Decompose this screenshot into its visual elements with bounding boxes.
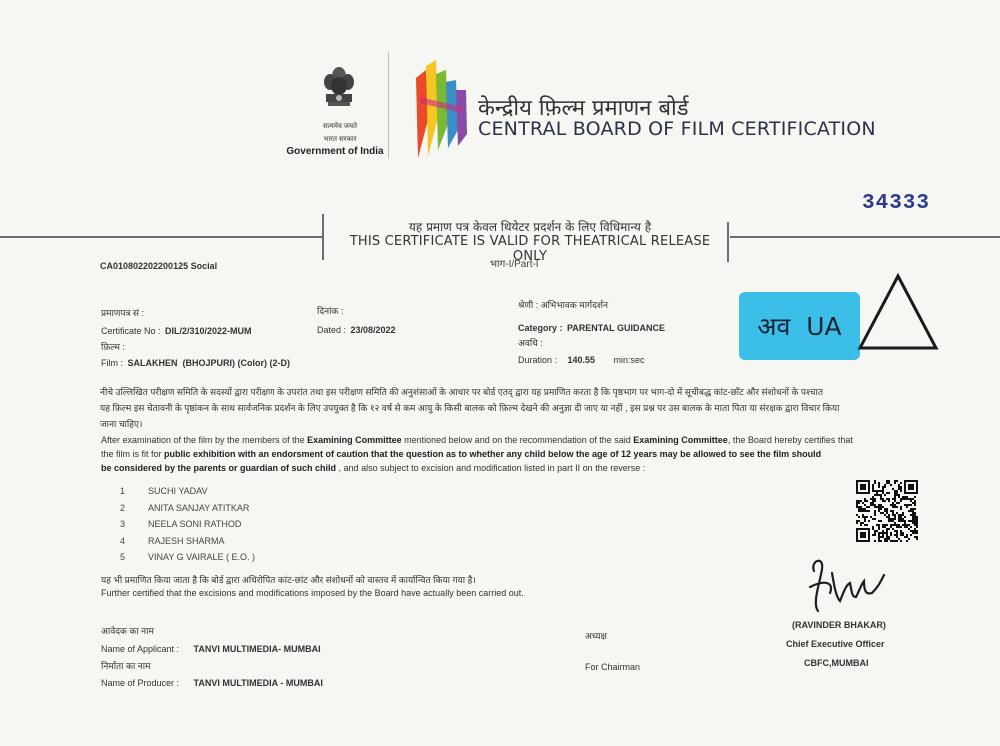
signatory-org: CBFC,MUMBAI (804, 658, 869, 668)
category-label: Category : (518, 323, 563, 333)
film-label: Film : (101, 358, 123, 368)
certificate-serial-number: 34333 (862, 192, 931, 215)
member-name: ANITA SANJAY ATITKAR (148, 502, 250, 513)
date-row (317, 320, 396, 338)
english-para-part: mentioned below and on the recommendation of the said (401, 435, 634, 445)
cert-no-row (101, 321, 252, 339)
applicant-value: TANVI MULTIMEDIA- MUMBAI (193, 644, 321, 654)
cert-no-value: DIL/2/310/2022-MUM (164, 326, 252, 336)
english-para-part: public exhibition with an endorsment of caution that the question as to whether any child below the age of 12 years may be allowed to see the film should (164, 449, 822, 459)
member-number: 1 (120, 486, 126, 496)
board-name-english: CENTRAL BOARD OF FILM CERTIFICATION (478, 118, 876, 140)
english-para-part: the film is fit for (101, 449, 165, 459)
date-label: Dated : (317, 325, 347, 335)
cbfc-logo-icon (410, 60, 472, 160)
english-para-part: be considered by the parents or guardian of such child (101, 463, 337, 473)
signatory-name: (RAVINDER BHAKAR) (792, 620, 886, 630)
list-item (120, 536, 255, 553)
header-divider (388, 52, 389, 158)
member-number: 4 (120, 535, 126, 546)
validity-english: THIS CERTIFICATE IS VALID FOR THEATRICAL RELEASE ONLY (349, 234, 711, 264)
category-row (518, 318, 665, 336)
duration-hindi: अवधि : (518, 338, 543, 348)
cbfc-logo (410, 60, 472, 165)
hindi-certification-paragraph (100, 385, 920, 431)
hindi-para-line-2: यह फ़िल्म इस चेतावनी के पृष्ठांकन के साथ सार्वजनिक प्रदर्शन के लिए उपयुक्त है कि १२ वर्ष से कम आयु के किसी बालक को फ़िल्म देखने की अनुज्ञा दी जाए या नहीं , इस प्रश्न पर उस बालक के माता पिता या संरक्षक द्वारा विचार किया (100, 403, 840, 413)
banner-tick-left (322, 214, 324, 260)
category-value: PARENTAL GUIDANCE (566, 323, 665, 333)
triangle-icon (856, 270, 940, 354)
producer-row (101, 673, 323, 691)
producer-value: TANVI MULTIMEDIA - MUMBAI (193, 678, 323, 688)
applicant-hindi: आवेदक का नाम (101, 626, 154, 636)
english-para-part: Examining Committee (307, 435, 402, 445)
english-para-part: , and also subject to excision and modification listed in part II on the reverse : (336, 463, 646, 473)
list-item (120, 503, 255, 520)
further-certified-hindi: यह भी प्रमाणित किया जाता है कि बोर्ड द्वारा अधिरोपित कांट-छांट और संशोधनों को वास्तव में कार्यान्वित किया गया है। (101, 575, 476, 585)
ua-triangle (856, 270, 940, 359)
member-number: 2 (120, 502, 126, 513)
member-name: VINAY G VAIRALE ( E.O. ) (148, 552, 256, 562)
chairman-hindi: अध्यक्ष (585, 631, 607, 641)
validity-hindi: यह प्रमाण पत्र केवल थियेटर प्रदर्शन के लिए विधिमान्य है (408, 220, 652, 234)
cert-no-hindi: प्रमाणपत्र सं : (101, 308, 145, 318)
banner-rule-right (730, 236, 1000, 238)
emblem-bharat-sarkar: भारत सरकार (323, 136, 357, 143)
ashoka-lion-icon (319, 62, 359, 120)
signatory-title: Chief Executive Officer (786, 639, 885, 649)
qr-code-icon (856, 480, 918, 542)
date-hindi: दिनांक : (317, 306, 344, 316)
member-name: RAJESH SHARMA (148, 535, 225, 546)
signature-icon (800, 553, 890, 615)
producer-label: Name of Producer : (101, 678, 180, 688)
ua-rating-badge (739, 292, 860, 360)
part-label: भाग-I/Part-I (490, 259, 539, 270)
signature-image (800, 553, 890, 620)
duration-unit: min:sec (613, 355, 645, 365)
applicant-label: Name of Applicant : (101, 644, 180, 654)
film-row (101, 353, 290, 371)
member-name: NEELA SONI RATHOD (148, 519, 242, 529)
english-para-part: , the Board hereby certifies that (727, 435, 853, 445)
applicant-row (101, 639, 321, 657)
hindi-para-line-1: नीचे उल्लिखित परीक्षण समिति के सदस्यों द्वारा परीक्षण के उपरांत तथा इस परीक्षण समिति की अनुशंसाओं के आधार पर बोर्ड एतद् द्वारा यह प्रमाणित करता है कि पृष्ठभाग पर भाग-दो में सूचीबद्ध कांट-छाँट और संशोधनों के पश्चात (100, 387, 823, 397)
list-item (120, 552, 255, 569)
banner-rule-left (0, 236, 322, 238)
qr-code[interactable] (856, 480, 918, 542)
emblem-motto: सत्यमेव जयते (322, 123, 358, 130)
member-number: 5 (120, 552, 126, 562)
government-of-india: Government of India (286, 146, 384, 157)
cert-no-label: Certificate No : (101, 326, 161, 336)
hindi-para-line-3: जाना चाहिए। (100, 419, 143, 429)
further-certified-english: Further certified that the excisions and modifications imposed by the Board have actually been carried out. (101, 588, 524, 598)
producer-hindi: निर्माता का नाम (101, 661, 151, 671)
film-value: SALAKHEN (BHOJPURI) (Color) (2-D) (127, 358, 290, 368)
date-value: 23/08/2022 (350, 325, 396, 335)
duration-value: 140.55 (567, 355, 596, 365)
english-para-part: After examination of the film by the members of the (101, 435, 308, 445)
ua-rating-label: अव UA (757, 312, 842, 341)
reference-number: CA010802202200125 Social (100, 261, 218, 271)
category-hindi: श्रेणी : अभिभावक मार्गदर्शन (518, 300, 608, 310)
film-hindi: फ़िल्म : (101, 342, 125, 352)
duration-row (518, 350, 644, 368)
examining-committee-list (120, 486, 255, 569)
english-certification-paragraph (101, 433, 909, 475)
for-chairman: For Chairman (585, 662, 641, 672)
list-item (120, 486, 255, 503)
duration-label: Duration : (518, 355, 558, 365)
member-number: 3 (120, 519, 126, 529)
list-item (120, 519, 255, 536)
board-name-hindi: केन्द्रीय फ़िल्म प्रमाणन बोर्ड (478, 96, 689, 121)
english-para-part: Examining Committee (633, 435, 728, 445)
member-name: SUCHI YADAV (148, 486, 208, 496)
